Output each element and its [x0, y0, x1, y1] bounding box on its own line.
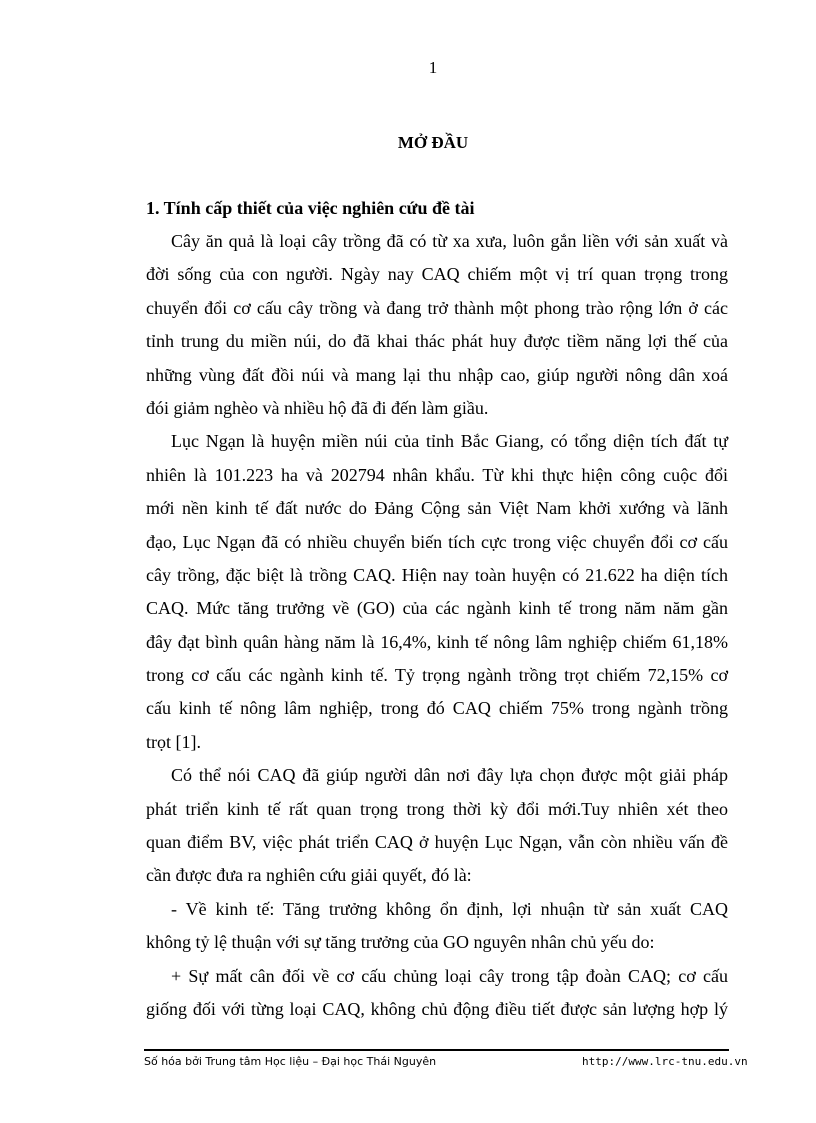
- text-line: trong cơ cấu các ngành kinh tế. Tỷ trọng ngành trồng trọt chiếm 72,15% cơ: [146, 665, 728, 686]
- text-line: cấu kinh tế nông lâm nghiệp, trong đó CAQ chiếm 75% trong ngành trồng: [146, 698, 728, 719]
- section-title: 1. Tính cấp thiết của việc nghiên cứu đề tài: [146, 198, 475, 218]
- text-line: đạo, Lục Ngạn đã có nhiều chuyển biến tích cực trong việc chuyển đổi cơ cấu: [146, 531, 728, 552]
- text-line: - Về kinh tế: Tăng trưởng không ổn định, lợi nhuận từ sản xuất CAQ: [171, 898, 728, 919]
- text-line: Cây ăn quả là loại cây trồng đã có từ xa xưa, luôn gắn liền với sản xuất và: [171, 231, 728, 251]
- text-line: nhiên là 101.223 ha và 202794 nhân khẩu. Từ khi thực hiện công cuộc đổi: [146, 464, 728, 485]
- text-line: tỉnh trung du miền núi, do đã khai thác phát huy được tiềm năng lợi thế của: [146, 331, 728, 352]
- text-line: những vùng đất đồi núi và mang lại thu nhập cao, giúp người nông dân xoá: [146, 364, 728, 385]
- text-line: Có thể nói CAQ đã giúp người dân nơi đây lựa chọn được một giải pháp: [171, 765, 728, 786]
- footer-source: Số hóa bởi Trung tâm Học liệu – Đại học Thái Nguyên: [144, 1055, 437, 1068]
- text-line: đây đạt bình quân hàng năm là 16,4%, kinh tế nông lâm nghiệp chiếm 61,18%: [146, 631, 728, 652]
- text-line: đói giảm nghèo và nhiều hộ đã đi đến làm giầu.: [146, 397, 489, 418]
- text-line: giống đối với từng loại CAQ, không chủ động điều tiết được sản lượng hợp lý: [146, 998, 728, 1019]
- text-line: Lục Ngạn là huyện miền núi của tỉnh Bắc Giang, có tổng diện tích đất tự: [171, 431, 728, 452]
- text-line: quan điểm BV, việc phát triển CAQ ở huyện Lục Ngạn, vẫn còn nhiều vấn đề: [146, 832, 728, 853]
- text-line: không tỷ lệ thuận với sự tăng trưởng của GO nguyên nhân chủ yếu do:: [146, 932, 655, 953]
- text-line: cần được đưa ra nghiên cứu giải quyết, đó là:: [146, 865, 472, 886]
- body-text: [146, 225, 728, 1026]
- footer-url: http://www.lrc-tnu.edu.vn: [582, 1055, 748, 1068]
- text-line: + Sự mất cân đối về cơ cấu chủng loại cây trong tập đoàn CAQ; cơ cấu: [171, 965, 728, 986]
- text-line: cây trồng, đặc biệt là trồng CAQ. Hiện nay toàn huyện có 21.622 ha diện tích: [146, 564, 728, 585]
- text-line: trọt [1].: [146, 731, 201, 752]
- text-line: phát triển kinh tế rất quan trọng trong thời kỳ đổi mới.Tuy nhiên xét theo: [146, 798, 728, 819]
- page-heading: MỞ ĐẦU: [397, 133, 469, 152]
- text-line: chuyển đổi cơ cấu cây trồng và đang trở thành một phong trào rộng lớn ở các: [146, 297, 728, 318]
- page-number: 1: [428, 58, 438, 77]
- text-line: CAQ. Mức tăng trưởng về (GO) của các ngành kinh tế trong năm năm gần: [146, 598, 728, 619]
- text-line: đời sống của con người. Ngày nay CAQ chiếm một vị trí quan trọng trong: [146, 264, 728, 285]
- footer-divider: [144, 1049, 729, 1051]
- text-line: mới nền kinh tế đất nước do Đảng Cộng sản Việt Nam khởi xướng và lãnh: [146, 498, 728, 519]
